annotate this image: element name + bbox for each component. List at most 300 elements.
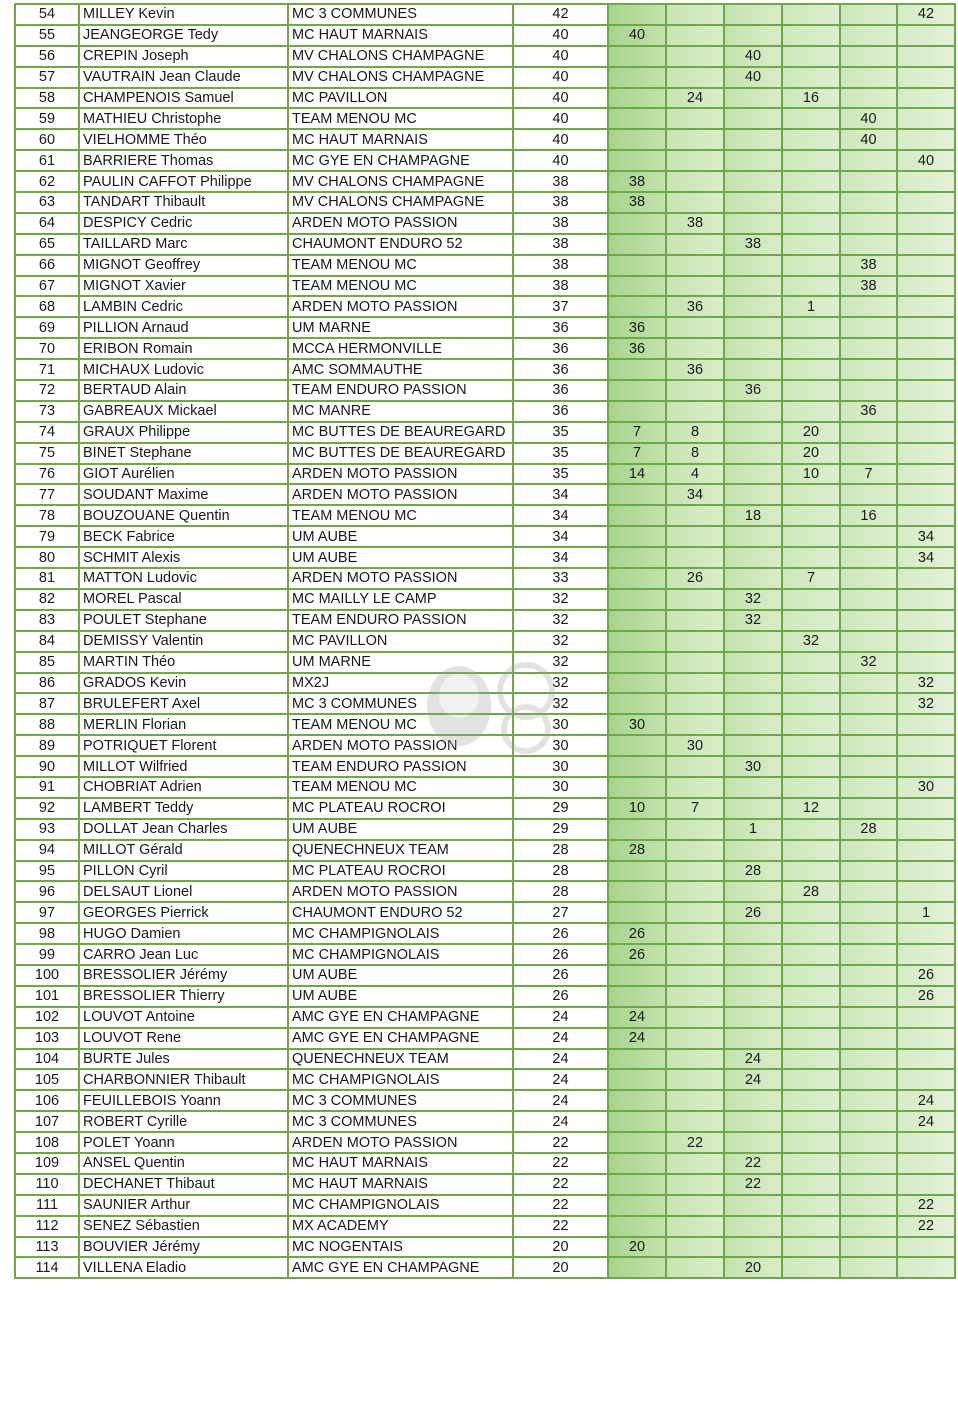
total-points-cell: 32: [513, 610, 608, 631]
rider-name-cell: PILLON Cyril: [79, 861, 288, 882]
round-points-cell: [724, 317, 782, 338]
total-points-cell: 30: [513, 756, 608, 777]
round-points-cell: [840, 1132, 897, 1153]
round-points-cell: [666, 1195, 724, 1216]
round-points-cell: 40: [840, 129, 897, 150]
round-points-cell: [666, 1257, 724, 1278]
round-points-cell: [897, 234, 955, 255]
rider-name-cell: BRESSOLIER Thierry: [79, 986, 288, 1007]
club-cell: TEAM MENOU MC: [288, 276, 513, 297]
round-points-cell: [897, 923, 955, 944]
round-points-cell: [897, 129, 955, 150]
table-row: [15, 1257, 955, 1278]
round-points-cell: [840, 1028, 897, 1049]
table-row: [15, 777, 955, 798]
round-points-cell: [608, 1195, 666, 1216]
table-row: [15, 1007, 955, 1028]
round-points-cell: [666, 46, 724, 67]
rank-cell: 73: [15, 401, 79, 422]
club-cell: AMC GYE EN CHAMPAGNE: [288, 1257, 513, 1278]
total-points-cell: 34: [513, 547, 608, 568]
rank-cell: 103: [15, 1028, 79, 1049]
club-cell: MC 3 COMMUNES: [288, 1111, 513, 1132]
round-points-cell: [666, 1174, 724, 1195]
club-cell: ARDEN MOTO PASSION: [288, 568, 513, 589]
round-points-cell: [782, 359, 840, 380]
table-row: [15, 902, 955, 923]
club-cell: MC CHAMPIGNOLAIS: [288, 1195, 513, 1216]
round-points-cell: 10: [782, 464, 840, 485]
round-points-cell: [666, 714, 724, 735]
rider-name-cell: BINET Stephane: [79, 443, 288, 464]
round-points-cell: [608, 819, 666, 840]
round-points-cell: [666, 1111, 724, 1132]
round-points-cell: [897, 443, 955, 464]
round-points-cell: 28: [608, 840, 666, 861]
total-points-cell: 36: [513, 359, 608, 380]
round-points-cell: [782, 589, 840, 610]
rank-cell: 79: [15, 526, 79, 547]
round-points-cell: [782, 1028, 840, 1049]
round-points-cell: [782, 484, 840, 505]
club-cell: MV CHALONS CHAMPAGNE: [288, 67, 513, 88]
round-points-cell: [666, 276, 724, 297]
total-points-cell: 38: [513, 234, 608, 255]
total-points-cell: 32: [513, 589, 608, 610]
round-points-cell: 38: [608, 171, 666, 192]
round-points-cell: [782, 1049, 840, 1070]
round-points-cell: [608, 276, 666, 297]
round-points-cell: [608, 652, 666, 673]
round-points-cell: 24: [897, 1090, 955, 1111]
rank-cell: 64: [15, 213, 79, 234]
round-points-cell: [608, 881, 666, 902]
total-points-cell: 22: [513, 1174, 608, 1195]
total-points-cell: 27: [513, 902, 608, 923]
round-points-cell: 26: [897, 986, 955, 1007]
rider-name-cell: LOUVOT Antoine: [79, 1007, 288, 1028]
round-points-cell: 8: [666, 422, 724, 443]
round-points-cell: [840, 986, 897, 1007]
total-points-cell: 24: [513, 1028, 608, 1049]
round-points-cell: [724, 464, 782, 485]
rider-name-cell: MERLIN Florian: [79, 714, 288, 735]
rank-cell: 94: [15, 840, 79, 861]
round-points-cell: [666, 1216, 724, 1237]
round-points-cell: [840, 1111, 897, 1132]
rank-cell: 59: [15, 108, 79, 129]
round-points-cell: [608, 296, 666, 317]
rider-name-cell: ERIBON Romain: [79, 338, 288, 359]
round-points-cell: [840, 965, 897, 986]
total-points-cell: 38: [513, 276, 608, 297]
rider-name-cell: BRULEFERT Axel: [79, 693, 288, 714]
round-points-cell: [840, 777, 897, 798]
round-points-cell: [782, 923, 840, 944]
round-points-cell: [897, 1257, 955, 1278]
total-points-cell: 22: [513, 1132, 608, 1153]
club-cell: MC HAUT MARNAIS: [288, 25, 513, 46]
round-points-cell: [840, 861, 897, 882]
rider-name-cell: VILLENA Eladio: [79, 1257, 288, 1278]
table-row: [15, 735, 955, 756]
club-cell: MCCA HERMONVILLE: [288, 338, 513, 359]
rider-name-cell: MILLOT Gérald: [79, 840, 288, 861]
standings-container: [14, 3, 954, 1279]
total-points-cell: 24: [513, 1049, 608, 1070]
round-points-cell: [724, 840, 782, 861]
round-points-cell: [782, 756, 840, 777]
table-row: [15, 693, 955, 714]
round-points-cell: [782, 1237, 840, 1258]
rider-name-cell: BECK Fabrice: [79, 526, 288, 547]
round-points-cell: [724, 1028, 782, 1049]
round-points-cell: [897, 464, 955, 485]
round-points-cell: [724, 547, 782, 568]
club-cell: TEAM ENDURO PASSION: [288, 610, 513, 631]
round-points-cell: [897, 610, 955, 631]
round-points-cell: [666, 317, 724, 338]
rank-cell: 110: [15, 1174, 79, 1195]
round-points-cell: [840, 4, 897, 25]
rank-cell: 90: [15, 756, 79, 777]
round-points-cell: [897, 401, 955, 422]
round-points-cell: 36: [666, 359, 724, 380]
total-points-cell: 34: [513, 505, 608, 526]
round-points-cell: 42: [897, 4, 955, 25]
round-points-cell: [897, 484, 955, 505]
round-points-cell: [782, 610, 840, 631]
rank-cell: 100: [15, 965, 79, 986]
total-points-cell: 32: [513, 673, 608, 694]
rank-cell: 84: [15, 631, 79, 652]
table-row: [15, 129, 955, 150]
club-cell: TEAM MENOU MC: [288, 777, 513, 798]
round-points-cell: 18: [724, 505, 782, 526]
round-points-cell: [608, 1216, 666, 1237]
club-cell: QUENECHNEUX TEAM: [288, 1049, 513, 1070]
club-cell: ARDEN MOTO PASSION: [288, 735, 513, 756]
round-points-cell: [840, 1090, 897, 1111]
round-points-cell: [608, 610, 666, 631]
round-points-cell: [897, 819, 955, 840]
table-row: [15, 192, 955, 213]
round-points-cell: [608, 1174, 666, 1195]
club-cell: MX2J: [288, 673, 513, 694]
table-row: [15, 1174, 955, 1195]
rider-name-cell: TANDART Thibault: [79, 192, 288, 213]
round-points-cell: 36: [608, 317, 666, 338]
rank-cell: 108: [15, 1132, 79, 1153]
round-points-cell: [724, 944, 782, 965]
total-points-cell: 20: [513, 1237, 608, 1258]
round-points-cell: 32: [897, 673, 955, 694]
round-points-cell: [666, 1090, 724, 1111]
club-cell: MC 3 COMMUNES: [288, 1090, 513, 1111]
rider-name-cell: MILLOT Wilfried: [79, 756, 288, 777]
round-points-cell: 22: [897, 1195, 955, 1216]
rank-cell: 62: [15, 171, 79, 192]
table-row: [15, 840, 955, 861]
round-points-cell: [608, 673, 666, 694]
round-points-cell: 20: [782, 422, 840, 443]
round-points-cell: [897, 359, 955, 380]
round-points-cell: [840, 840, 897, 861]
table-row: [15, 965, 955, 986]
round-points-cell: 34: [666, 484, 724, 505]
total-points-cell: 36: [513, 401, 608, 422]
round-points-cell: [897, 589, 955, 610]
club-cell: MV CHALONS CHAMPAGNE: [288, 192, 513, 213]
standings-rows: [15, 4, 955, 1278]
round-points-cell: [840, 1007, 897, 1028]
round-points-cell: [782, 380, 840, 401]
total-points-cell: 20: [513, 1257, 608, 1278]
rider-name-cell: PAULIN CAFFOT Philippe: [79, 171, 288, 192]
club-cell: MC BUTTES DE BEAUREGARD: [288, 422, 513, 443]
round-points-cell: [666, 380, 724, 401]
round-points-cell: [608, 693, 666, 714]
rank-cell: 66: [15, 255, 79, 276]
rank-cell: 105: [15, 1069, 79, 1090]
round-points-cell: 1: [782, 296, 840, 317]
round-points-cell: [608, 965, 666, 986]
round-points-cell: [897, 192, 955, 213]
round-points-cell: 40: [897, 150, 955, 171]
rank-cell: 111: [15, 1195, 79, 1216]
round-points-cell: [840, 547, 897, 568]
rider-name-cell: GIOT Aurélien: [79, 464, 288, 485]
rank-cell: 92: [15, 798, 79, 819]
table-row: [15, 380, 955, 401]
round-points-cell: [897, 255, 955, 276]
rider-name-cell: SENEZ Sébastien: [79, 1216, 288, 1237]
total-points-cell: 32: [513, 652, 608, 673]
rider-name-cell: HUGO Damien: [79, 923, 288, 944]
rider-name-cell: SAUNIER Arthur: [79, 1195, 288, 1216]
round-points-cell: [840, 673, 897, 694]
round-points-cell: [897, 756, 955, 777]
round-points-cell: [782, 714, 840, 735]
round-points-cell: 40: [724, 67, 782, 88]
club-cell: AMC GYE EN CHAMPAGNE: [288, 1028, 513, 1049]
total-points-cell: 28: [513, 840, 608, 861]
table-row: [15, 484, 955, 505]
round-points-cell: [724, 276, 782, 297]
rank-cell: 69: [15, 317, 79, 338]
round-points-cell: 14: [608, 464, 666, 485]
round-points-cell: [897, 1174, 955, 1195]
round-points-cell: [724, 568, 782, 589]
club-cell: UM AUBE: [288, 547, 513, 568]
round-points-cell: [666, 1153, 724, 1174]
round-points-cell: [608, 108, 666, 129]
rank-cell: 63: [15, 192, 79, 213]
total-points-cell: 26: [513, 944, 608, 965]
round-points-cell: [782, 505, 840, 526]
club-cell: MC HAUT MARNAIS: [288, 129, 513, 150]
round-points-cell: [666, 401, 724, 422]
round-points-cell: [724, 338, 782, 359]
round-points-cell: 1: [724, 819, 782, 840]
round-points-cell: 36: [840, 401, 897, 422]
round-points-cell: 24: [724, 1049, 782, 1070]
round-points-cell: [840, 192, 897, 213]
round-points-cell: [897, 67, 955, 88]
round-points-cell: [840, 1237, 897, 1258]
round-points-cell: [608, 484, 666, 505]
round-points-cell: [897, 1237, 955, 1258]
round-points-cell: [666, 756, 724, 777]
rider-name-cell: LAMBIN Cedric: [79, 296, 288, 317]
round-points-cell: [724, 881, 782, 902]
club-cell: TEAM MENOU MC: [288, 714, 513, 735]
round-points-cell: [897, 317, 955, 338]
round-points-cell: [782, 108, 840, 129]
table-row: [15, 923, 955, 944]
round-points-cell: [840, 610, 897, 631]
round-points-cell: [782, 317, 840, 338]
rank-cell: 85: [15, 652, 79, 673]
round-points-cell: [608, 986, 666, 1007]
table-row: [15, 4, 955, 25]
club-cell: TEAM ENDURO PASSION: [288, 756, 513, 777]
table-row: [15, 1153, 955, 1174]
table-row: [15, 46, 955, 67]
round-points-cell: 24: [897, 1111, 955, 1132]
round-points-cell: [782, 4, 840, 25]
club-cell: TEAM MENOU MC: [288, 505, 513, 526]
round-points-cell: [724, 777, 782, 798]
round-points-cell: 7: [782, 568, 840, 589]
round-points-cell: 22: [666, 1132, 724, 1153]
club-cell: ARDEN MOTO PASSION: [288, 464, 513, 485]
round-points-cell: [782, 213, 840, 234]
round-points-cell: 40: [608, 25, 666, 46]
round-points-cell: [724, 108, 782, 129]
table-row: [15, 422, 955, 443]
table-row: [15, 589, 955, 610]
table-row: [15, 108, 955, 129]
round-points-cell: [897, 1069, 955, 1090]
round-points-cell: [666, 652, 724, 673]
table-row: [15, 505, 955, 526]
rider-name-cell: BRESSOLIER Jérémy: [79, 965, 288, 986]
round-points-cell: [840, 693, 897, 714]
round-points-cell: 7: [666, 798, 724, 819]
round-points-cell: [666, 234, 724, 255]
rank-cell: 106: [15, 1090, 79, 1111]
round-points-cell: 7: [608, 443, 666, 464]
round-points-cell: [840, 296, 897, 317]
rank-cell: 107: [15, 1111, 79, 1132]
round-points-cell: 32: [897, 693, 955, 714]
round-points-cell: [897, 276, 955, 297]
round-points-cell: [840, 1049, 897, 1070]
round-points-cell: [666, 902, 724, 923]
round-points-cell: 34: [897, 526, 955, 547]
round-points-cell: 38: [608, 192, 666, 213]
rider-name-cell: FEUILLEBOIS Yoann: [79, 1090, 288, 1111]
round-points-cell: [666, 4, 724, 25]
round-points-cell: [608, 756, 666, 777]
round-points-cell: [840, 735, 897, 756]
round-points-cell: [782, 1111, 840, 1132]
round-points-cell: [666, 777, 724, 798]
round-points-cell: [840, 714, 897, 735]
rank-cell: 113: [15, 1237, 79, 1258]
round-points-cell: [782, 861, 840, 882]
rider-name-cell: BOUVIER Jérémy: [79, 1237, 288, 1258]
round-points-cell: [666, 693, 724, 714]
round-points-cell: [608, 861, 666, 882]
round-points-cell: 30: [724, 756, 782, 777]
table-row: [15, 1090, 955, 1111]
rank-cell: 75: [15, 443, 79, 464]
table-row: [15, 359, 955, 380]
round-points-cell: [840, 317, 897, 338]
round-points-cell: [666, 1049, 724, 1070]
round-points-cell: [724, 714, 782, 735]
club-cell: MC CHAMPIGNOLAIS: [288, 944, 513, 965]
rank-cell: 95: [15, 861, 79, 882]
rider-name-cell: MICHAUX Ludovic: [79, 359, 288, 380]
rider-name-cell: MOREL Pascal: [79, 589, 288, 610]
round-points-cell: [608, 380, 666, 401]
rider-name-cell: MIGNOT Xavier: [79, 276, 288, 297]
round-points-cell: 32: [724, 610, 782, 631]
total-points-cell: 40: [513, 129, 608, 150]
table-row: [15, 317, 955, 338]
round-points-cell: 36: [724, 380, 782, 401]
round-points-cell: [724, 1090, 782, 1111]
rider-name-cell: MATTON Ludovic: [79, 568, 288, 589]
rank-cell: 71: [15, 359, 79, 380]
club-cell: MC PAVILLON: [288, 631, 513, 652]
total-points-cell: 35: [513, 443, 608, 464]
rank-cell: 104: [15, 1049, 79, 1070]
round-points-cell: [608, 631, 666, 652]
club-cell: UM MARNE: [288, 317, 513, 338]
round-points-cell: 22: [724, 1153, 782, 1174]
total-points-cell: 37: [513, 296, 608, 317]
table-row: [15, 1237, 955, 1258]
club-cell: QUENECHNEUX TEAM: [288, 840, 513, 861]
rank-cell: 78: [15, 505, 79, 526]
table-row: [15, 568, 955, 589]
round-points-cell: [840, 923, 897, 944]
round-points-cell: 26: [608, 923, 666, 944]
total-points-cell: 36: [513, 338, 608, 359]
table-row: [15, 526, 955, 547]
round-points-cell: 32: [724, 589, 782, 610]
round-points-cell: [897, 88, 955, 109]
rider-name-cell: MIGNOT Geoffrey: [79, 255, 288, 276]
round-points-cell: [840, 631, 897, 652]
round-points-cell: [782, 150, 840, 171]
round-points-cell: [608, 1132, 666, 1153]
table-row: [15, 986, 955, 1007]
round-points-cell: [608, 1111, 666, 1132]
round-points-cell: [666, 589, 724, 610]
rider-name-cell: DOLLAT Jean Charles: [79, 819, 288, 840]
rank-cell: 72: [15, 380, 79, 401]
rank-cell: 67: [15, 276, 79, 297]
round-points-cell: [666, 25, 724, 46]
rider-name-cell: SCHMIT Alexis: [79, 547, 288, 568]
table-row: [15, 171, 955, 192]
round-points-cell: [724, 484, 782, 505]
